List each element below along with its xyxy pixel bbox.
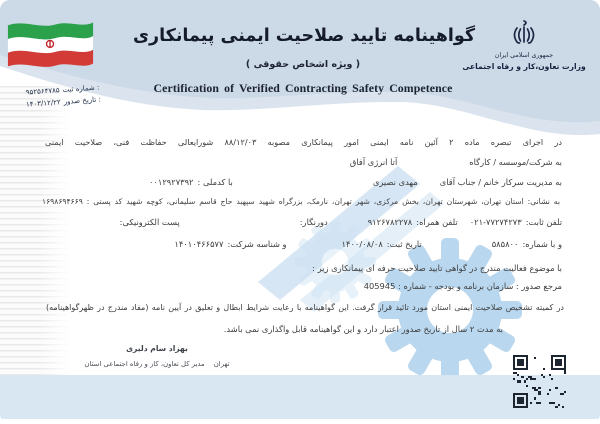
company-id-group [174, 239, 286, 249]
address-value: استان تهران، شهرستان تهران، بخش مرکزی، شهر تهران، نارمک، بزرگراه شهید سپهبد حاج قاسم سلیمانی، کوچه شهید [126, 197, 524, 206]
fax-label: دورنگار: [299, 217, 328, 227]
committee-line: در کمیته تشخیص صلاحیت ایمنی استان مورد تائید قرار گرفت. این گواهینامه با رعایت شرایط ابطال و تعلیق در آیین نامه (مفاد مندرج در ظهرگواهینامه) [46, 303, 564, 312]
signatory-role-row [72, 360, 242, 368]
phone-label: تلفن ثابت: [525, 217, 562, 227]
certificate-title-en: Certification of Verified Contracting Safety Competence [153, 81, 453, 95]
manager-name: مهدی نصیری [372, 177, 418, 187]
title-block [133, 26, 476, 96]
registration-number-label: شماره ثبت : [62, 83, 100, 95]
certificate-title-fa: گواهینامه تایید صلاحیت ایمنی پیمانکاری [133, 26, 476, 46]
national-id-group [149, 177, 233, 187]
postal-code-label: کد پستی : [86, 197, 123, 206]
company-id-value: ۱۴۰۱۰۴۶۶۵۷۷ [174, 239, 224, 249]
activity-line: با موضوع فعالیت مندرج در گواهی تایید صلاحیت حرفه ای پیمانکاری زیر : [312, 263, 562, 273]
validity-line: به مدت ۲ سال از تاریخ صدور اعتبار دارد و این گواهینامه قابل واگذاری نمی باشد. [223, 324, 503, 334]
intro-line: در اجرای تبصره ماده ۲ آئین نامه ایمنی امور پیمانکاری مصوبه ۸۸/۱۲/۰۳ شورایعالی حفاظت فنی، صلاحیت ایمنی [45, 137, 562, 147]
contact-row [45, 217, 562, 227]
ministry-name: وزارت تعاون،کار و رفاه اجتماعی [462, 62, 586, 71]
iran-flag-icon [5, 10, 97, 74]
serial-group [492, 239, 562, 249]
issuer-line: مرجع صدور : سازمان برنامه و بودجه - شماره : 405945 [363, 281, 562, 291]
phone-value: ۰۲۱-۷۷۲۷۴۲۷۳ [469, 217, 522, 227]
issue-date-label: تاریخ صدور : [63, 95, 102, 106]
postal-code-value: ۱۶۹۸۶۹۴۶۶۹ [42, 197, 83, 206]
reg-date-group [342, 239, 422, 249]
reg-date-value: ۱۴۰۰/۰۸/۰۸ [341, 239, 383, 249]
manager-row [45, 177, 562, 187]
mobile-group [368, 217, 458, 227]
mobile-label: تلفن همراه: [416, 217, 458, 227]
audience-note: ( ویژه اشخاص حقوقی ) [245, 59, 361, 70]
company-label: به شرکت/موسسه / کارگاه [469, 157, 562, 167]
address-label: به نشانی: [527, 197, 560, 206]
signature-block [72, 344, 242, 368]
registration-number-value: ۹۵۲۵۶۴۷۸۵ [25, 86, 60, 97]
national-id-label: با کدملی : [197, 177, 233, 187]
serial-label: و با شماره: [522, 239, 562, 249]
iri-coat-of-arms-icon [512, 18, 536, 46]
signatory-role: مدیر کل تعاون، کار و رفاه اجتماعی استان [84, 360, 205, 368]
serial-value: ۵۸۵۸۰۰ [491, 239, 519, 249]
company-name: آتا انرژی آفاق [349, 157, 398, 167]
address-row [42, 197, 560, 206]
company-id-label: و شناسه شرکت: [227, 239, 287, 249]
bottom-strip [0, 375, 600, 419]
issue-date-value: ۱۴۰۳/۱۲/۲۲ [25, 98, 62, 109]
ministry-block [458, 18, 590, 71]
reg-date-label: تاریخ ثبت: [386, 239, 422, 249]
signatory-province: تهران [213, 360, 230, 368]
mobile-value: ۹۱۲۶۷۸۲۲۷۸ [367, 217, 413, 227]
national-id-value: ۰۰۱۲۹۲۷۳۹۲ [148, 177, 194, 187]
registry-row [45, 239, 562, 249]
qr-code [513, 355, 566, 408]
signatory-name: بهزاد سام دلیری [126, 344, 188, 353]
manager-label: به مدیریت سرکار خانم / جناب آقای [439, 177, 562, 187]
email-label: پست الکترونیکی: [119, 217, 180, 227]
government-name: جمهوری اسلامی ایران [494, 52, 554, 59]
company-row [45, 157, 562, 167]
phone-group [470, 217, 562, 227]
